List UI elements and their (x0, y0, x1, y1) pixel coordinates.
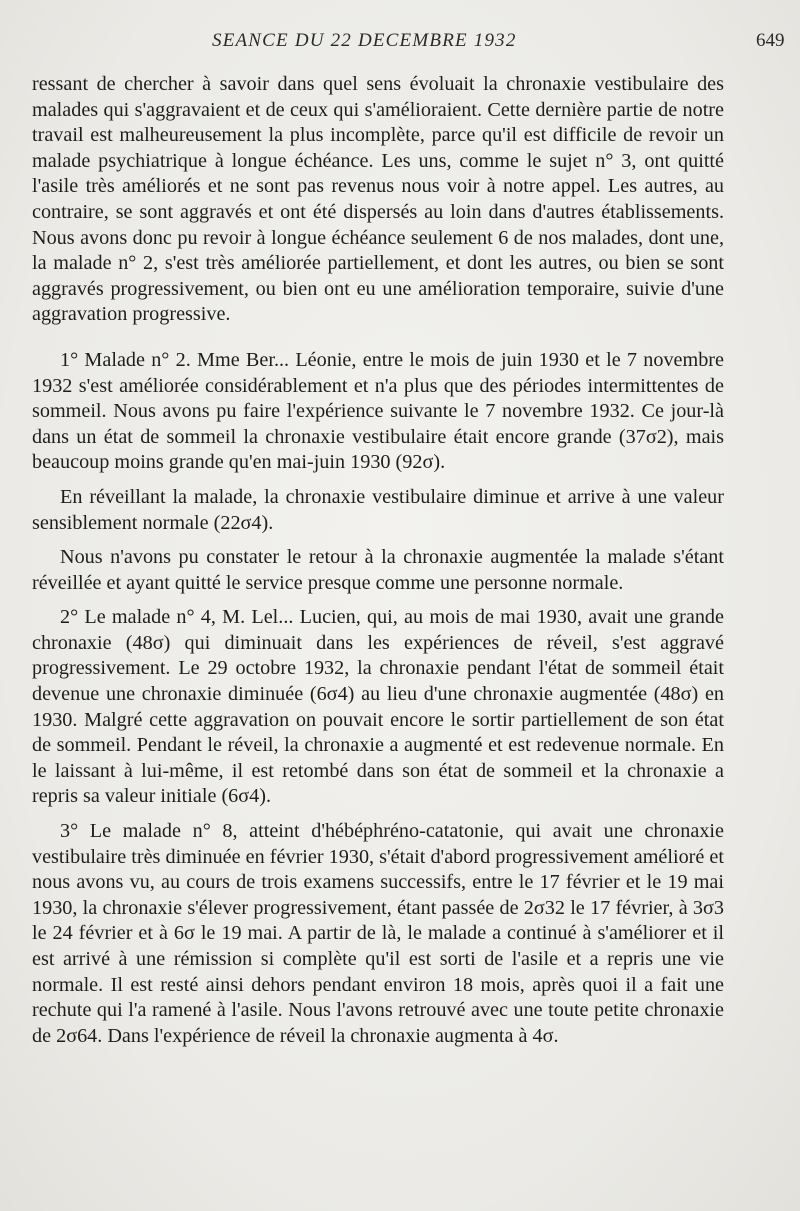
page-number: 649 (756, 30, 785, 51)
paragraph-case-2: 2° Le malade n° 4, M. Lel... Lucien, qui, au mois de mai 1930, avait une grande chronaxie (48σ) qui diminuait dans les expériences de réveil, s'est aggravé progressivement. Le 29 octobre 1932, la chronaxie pendant l'état de sommeil était devenue une chronaxie diminuée (6σ4) au lieu d'une chronaxie augmentée (48σ) en 1930. Malgré cette aggravation on pouvait encore le sortir partiellement de son état de sommeil. Pendant le réveil, la chronaxie a augmenté et est redevenue normale. En le laissant à lui-même, il est retombé dans son état de sommeil et la chronaxie a repris sa valeur initiale (6σ4). (32, 606, 724, 808)
paragraph-case-1-conclusion: Nous n'avons pu constater le retour à la chronaxie augmentée la malade s'étant réveillée et ayant quitté le service presque comme une personne normale. (32, 546, 724, 594)
paragraph-continuation: ressant de chercher à savoir dans quel sens évoluait la chronaxie vestibulaire des malades qui s'aggravaient et de ceux qui s'amélioraient. Cette dernière partie de notre travail est malheureusement la plus incomplète, parce qu'il est difficile de revoir un malade psychiatrique à longue échéance. Les uns, comme le sujet n° 3, ont quitté l'asile très améliorés et ne sont pas revenus nous voir à notre appel. Les autres, au contraire, se sont aggravés et ont été dispersés au loin dans d'autres établissements. Nous avons donc pu revoir à longue échéance seulement 6 de nos malades, dont une, la malade n° 2, s'est très améliorée partiellement, et dont les autres, ou bien se sont aggravés progressivement, ou bien ont eu une amélioration temporaire, suivie d'une aggravation progressive. (32, 73, 724, 326)
body-text (32, 72, 724, 1049)
running-header (0, 30, 800, 54)
paragraph-case-1: 1° Malade n° 2. Mme Ber... Léonie, entre le mois de juin 1930 et le 7 novembre 1932 s'est améliorée considérablement et n'a plus que des périodes intermittentes de sommeil. Nous avons pu faire l'expérience suivante le 7 novembre 1932. Ce jour-là dans un état de sommeil la chronaxie vestibulaire était encore grande (37σ2), mais beaucoup moins grande qu'en mai-juin 1930 (92σ). (32, 348, 724, 474)
running-title: SEANCE DU 22 DECEMBRE 1932 (212, 30, 517, 51)
paragraph-case-3: 3° Le malade n° 8, atteint d'hébéphréno-catatonie, qui avait une chronaxie vestibulaire très diminuée en février 1930, s'était d'abord progressivement amélioré et nous avons vu, au cours de trois examens successifs, entre le 17 février et le 19 mai 1930, la chronaxie s'élever progressivement, étant passée de 2σ32 le 17 février, à 3σ3 le 24 février et à 6σ le 19 mai. A partir de là, le malade a continué à s'améliorer et il est arrivé à une rémission si complète qu'il est sorti de l'asile et a repris une vie normale. Il est resté ainsi dehors pendant environ 18 mois, après quoi il a fait une rechute qui l'a ramené à l'asile. Nous l'avons retrouvé avec une toute petite chronaxie de 2σ64. Dans l'expérience de réveil la chronaxie augmenta à 4σ. (32, 820, 724, 1047)
paragraph-case-1-reveil: En réveillant la malade, la chronaxie vestibulaire diminue et arrive à une valeur sensiblement normale (22σ4). (32, 485, 724, 534)
